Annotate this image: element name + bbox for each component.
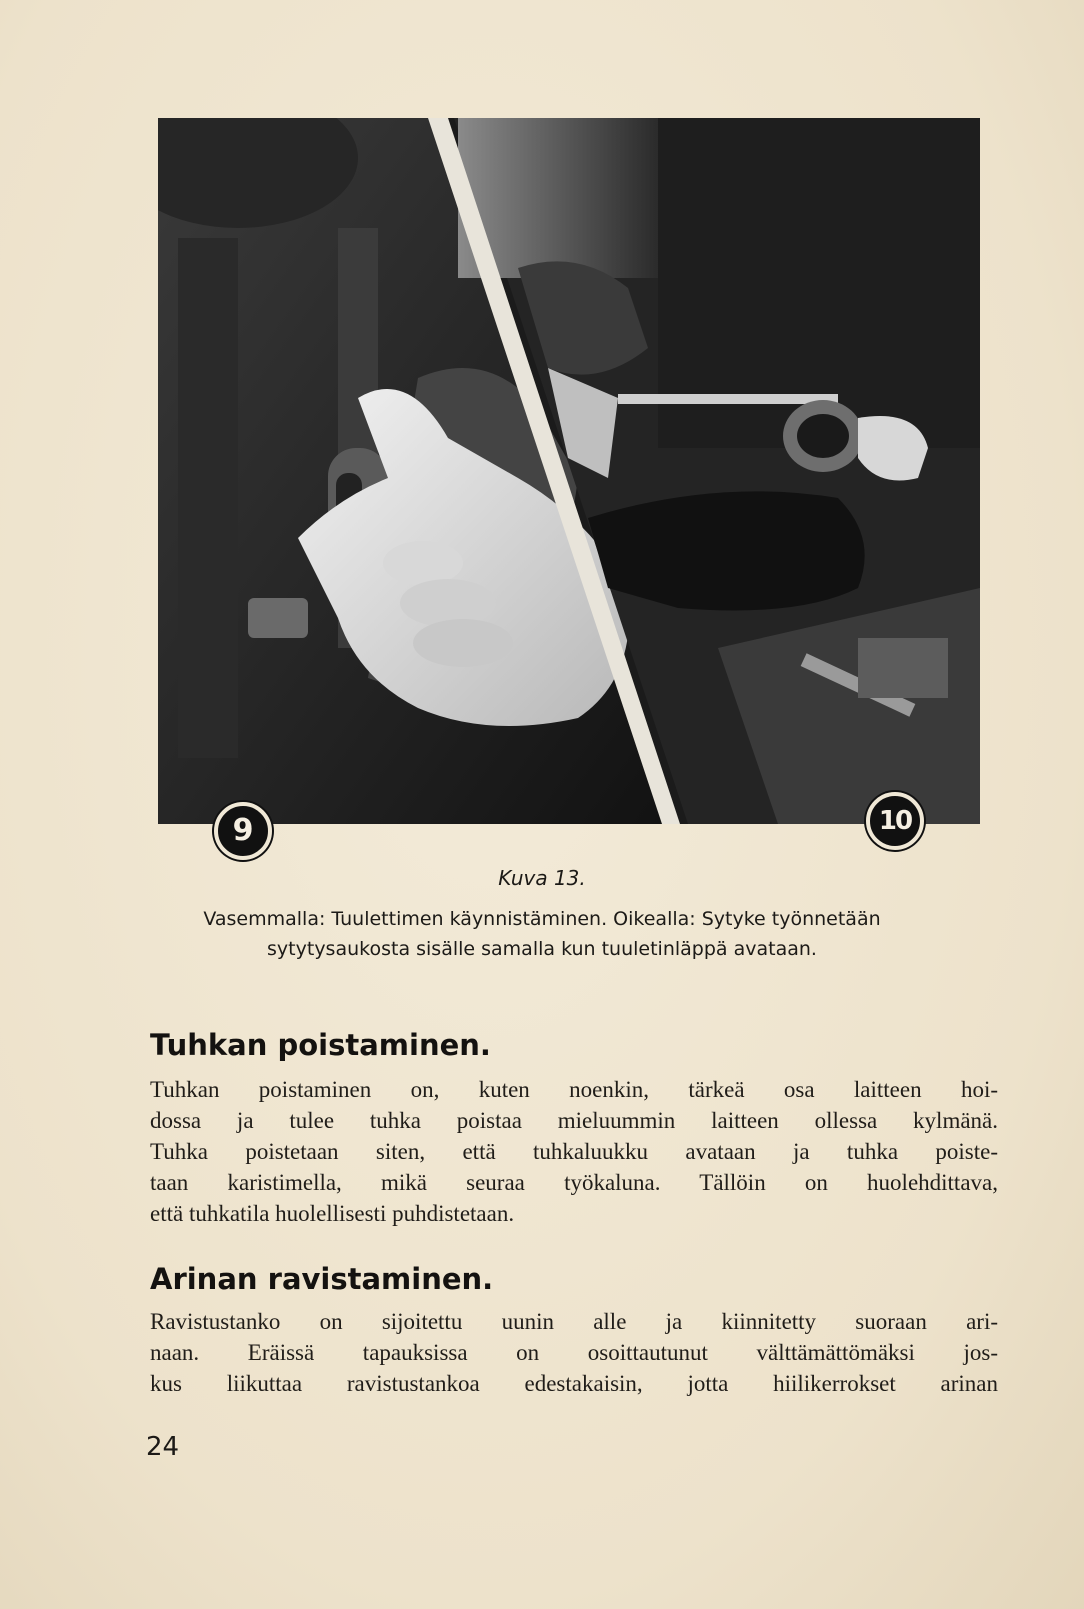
figure-badge-right: 10 [866, 792, 924, 850]
section-paragraph-ash-removal [150, 1074, 998, 1229]
text-line: kus liikuttaa ravistustankoa edestakaisin, jotta hiilikerrokset arinan [150, 1371, 998, 1396]
section-heading-grate-shaking: Arinan ravistaminen. [150, 1262, 494, 1296]
figure-caption-line: sytytysaukosta sisälle samalla kun tuuletinläppä avataan. [267, 938, 817, 960]
text-line: Tuhka poistetaan siten, että tuhkaluukku avataan ja tuhka poiste- [150, 1139, 998, 1164]
figure-badge-left: 9 [214, 802, 272, 860]
text-line: että tuhkatila huolellisesti puhdistetaan. [150, 1201, 515, 1226]
page-number: 24 [146, 1432, 180, 1462]
section-heading-ash-removal: Tuhkan poistaminen. [150, 1028, 491, 1062]
figure-photo [158, 118, 980, 824]
photo-illustration [158, 118, 980, 824]
figure-caption-line: Vasemmalla: Tuulettimen käynnistäminen. Oikealla: Sytyke työnnetään [203, 908, 881, 930]
figure-caption-title: Kuva 13. [498, 866, 586, 890]
text-line: Tuhkan poistaminen on, kuten noenkin, tärkeä osa laitteen hoi- [150, 1077, 998, 1102]
text-line: dossa ja tulee tuhka poistaa mieluummin laitteen ollessa kylmänä. [150, 1108, 998, 1133]
text-line: naan. Eräissä tapauksissa on osoittautunut välttämättömäksi jos- [150, 1340, 998, 1365]
text-line: taan karistimella, mikä seuraa työkaluna. Tällöin on huolehdittava, [150, 1170, 998, 1195]
text-line: Ravistustanko on sijoitettu uunin alle ja kiinnitetty suoraan ari- [150, 1309, 998, 1334]
section-paragraph-grate-shaking [150, 1306, 998, 1399]
